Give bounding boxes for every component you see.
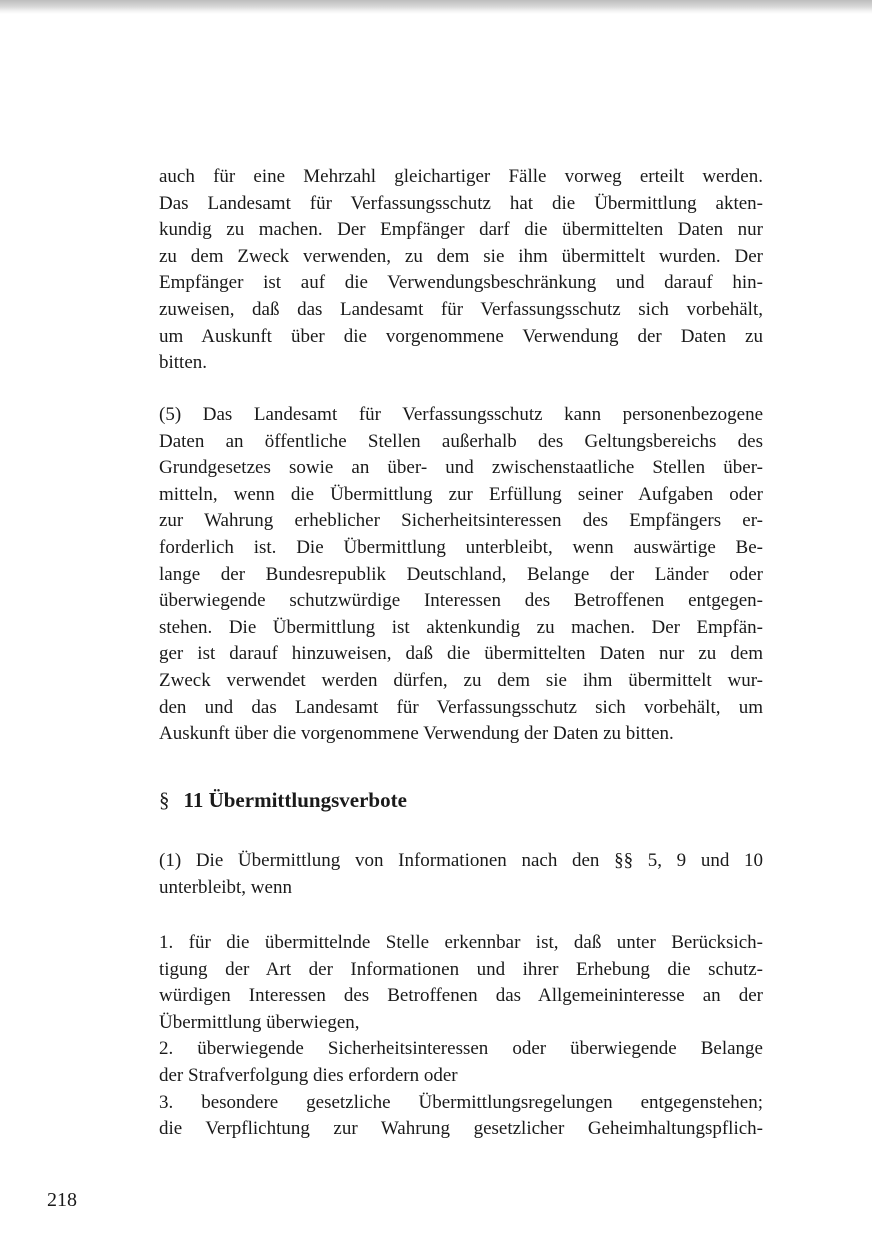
text-line: Zweck verwendet werden dürfen, zu dem sie ihm übermittelt wur- [159,669,763,691]
section-title: 11 Übermittlungsverbote [183,788,407,812]
text-line: lange der Bundesrepublik Deutschland, Belange der Länder oder [159,563,763,585]
text-line: zur Wahrung erheblicher Sicherheitsinteressen des Empfängers er- [159,510,763,532]
text-line: mitteln, wenn die Übermittlung zur Erfüllung seiner Aufgaben oder [159,483,763,505]
text-line: unterbleibt, wenn [159,876,292,898]
section-11-list [159,930,763,1143]
list-item-line: tigung der Art der Informationen und ihrer Erhebung die schutz- [159,958,763,980]
text-line: Auskunft über die vorgenommene Verwendung der Daten zu bitten. [159,723,674,745]
list-item-line: 1. für die übermittelnde Stelle erkennbar ist, daß unter Berücksich- [159,932,763,953]
section-sign: § [159,788,170,812]
text-line: (5) Das Landesamt für Verfassungsschutz kann personenbezogene [159,404,763,425]
text-line: den und das Landesamt für Verfassungsschutz sich vorbehält, um [159,696,763,718]
text-line: zu dem Zweck verwenden, zu dem sie ihm übermittelt wurden. Der [159,245,763,267]
page-number: 218 [47,1189,77,1211]
section-11-paragraph-1 [159,848,763,901]
text-line: (1) Die Übermittlung von Informationen nach den §§ 5, 9 und 10 [159,850,763,871]
text-line: um Auskunft über die vorgenommene Verwendung der Daten zu [159,325,763,347]
list-item-line: 2. überwiegende Sicherheitsinteressen oder überwiegende Belange [159,1038,763,1060]
scan-edge-shadow [0,0,872,14]
paragraph-continuation [159,164,763,377]
text-line: überwiegende schutzwürdige Interessen des Betroffenen entgegen- [159,590,763,612]
text-line: stehen. Die Übermittlung ist aktenkundig zu machen. Der Empfän- [159,616,763,638]
list-item-line: der Strafverfolgung dies erfordern oder [159,1064,458,1086]
text-line: zuweisen, daß das Landesamt für Verfassungsschutz sich vorbehält, [159,298,763,320]
list-item-line: die Verpflichtung zur Wahrung gesetzlicher Geheimhaltungspflich- [159,1118,763,1140]
text-line: auch für eine Mehrzahl gleichartiger Fälle vorweg erteilt werden. [159,166,763,187]
list-item-line: Übermittlung überwiegen, [159,1011,360,1033]
text-line: Empfänger ist auf die Verwendungsbeschränkung und darauf hin- [159,272,763,294]
text-line: Daten an öffentliche Stellen außerhalb des Geltungsbereichs des [159,430,763,452]
text-line: forderlich ist. Die Übermittlung unterbleibt, wenn auswärtige Be- [159,536,763,558]
text-line: Das Landesamt für Verfassungsschutz hat die Übermittlung akten- [159,192,763,214]
text-line: Grundgesetzes sowie an über- und zwischenstaatliche Stellen über- [159,457,763,479]
text-line: ger ist darauf hinzuweisen, daß die übermittelten Daten nur zu dem [159,643,763,665]
text-line: kundig zu machen. Der Empfänger darf die übermittelten Daten nur [159,219,763,241]
list-item-line: 3. besondere gesetzliche Übermittlungsregelungen entgegenstehen; [159,1091,763,1113]
section-heading [159,788,407,813]
text-line: bitten. [159,352,208,374]
paragraph-5 [159,402,763,748]
list-item-line: würdigen Interessen des Betroffenen das Allgemeininteresse an der [159,985,763,1007]
